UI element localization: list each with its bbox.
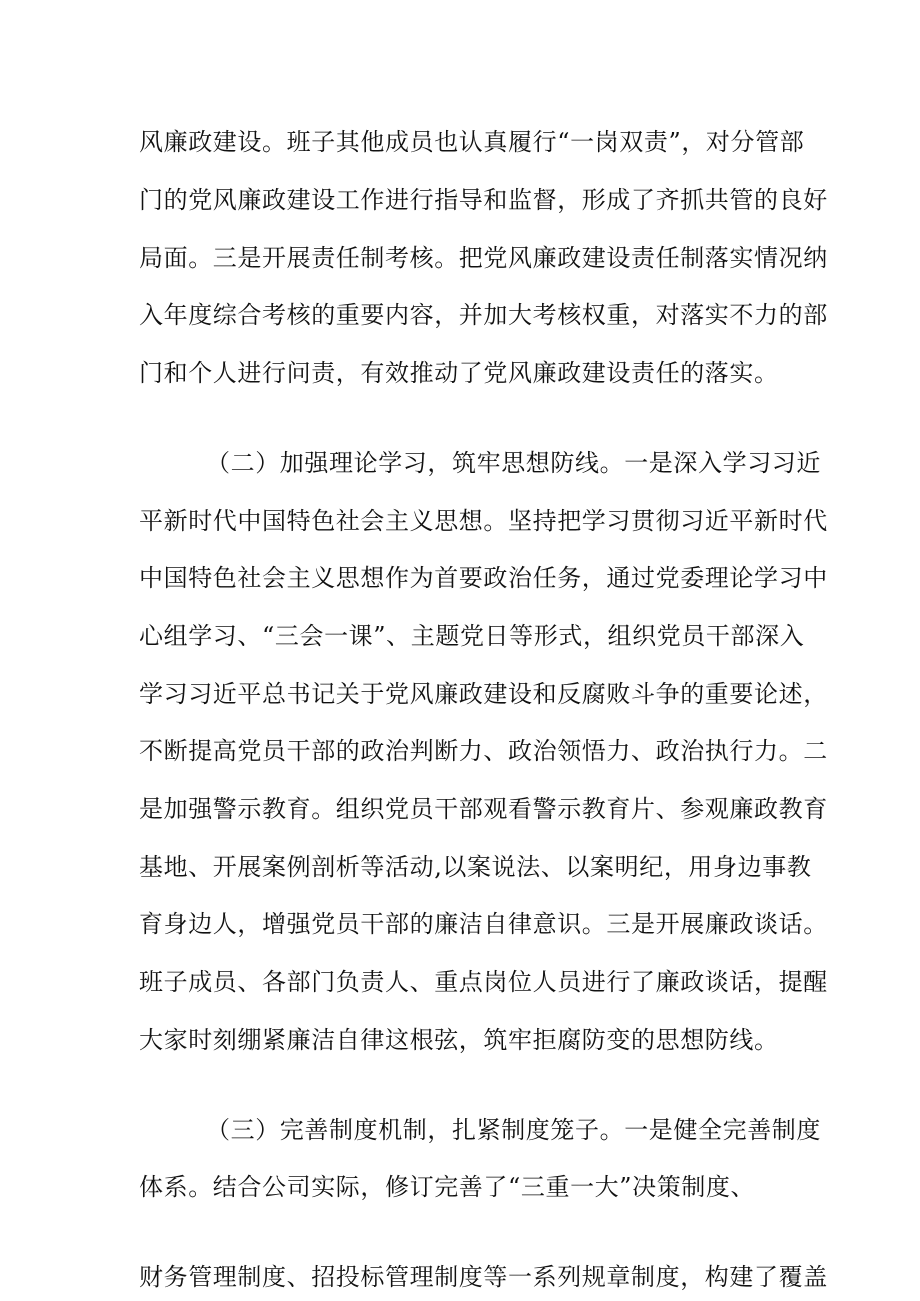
text-line: 基地、开展案例剖析等活动,以案说法、以案明纪，用身边事教 xyxy=(139,853,812,881)
text-line: 门的党风廉政建设工作进行指导和监督，形成了齐抓共管的良好 xyxy=(139,186,828,214)
text-line: 风廉政建设。班子其他成员也认真履行“一岗双责”，对分管部 xyxy=(139,128,805,156)
text-line: 体系。结合公司实际，修订完善了“三重一大”决策制度、 xyxy=(139,1173,756,1201)
text-line: 班子成员、各部门负责人、重点岗位人员进行了廉政谈话，提醒 xyxy=(139,968,828,996)
text-line: 平新时代中国特色社会主义思想。坚持把学习贯彻习近平新时代 xyxy=(139,507,828,535)
text-line: 大家时刻绷紧廉洁自律这根弦，筑牢拒腐防变的思想防线。 xyxy=(139,1026,779,1054)
paragraph-heading-line: （二）加强理论学习，筑牢思想防线。一是深入学习习近 xyxy=(206,449,821,477)
text-line: 心组学习、“三会一课”、主题党日等形式，组织党员干部深入 xyxy=(139,622,805,650)
text-line: 门和个人进行问责，有效推动了党风廉政建设责任的落实。 xyxy=(139,359,779,387)
text-line: 入年度综合考核的重要内容，并加大考核权重，对落实不力的部 xyxy=(139,301,828,329)
text-line: 学习习近平总书记关于党风廉政建设和反腐败斗争的重要论述， xyxy=(139,680,828,708)
text-line: 局面。三是开展责任制考核。把党风廉政建设责任制落实情况纳 xyxy=(139,244,828,272)
text-line: 不断提高党员干部的政治判断力、政治领悟力、政治执行力。二 xyxy=(139,737,828,765)
paragraph-heading-line: （三）完善制度机制，扎紧制度笼子。一是健全完善制度 xyxy=(206,1116,821,1144)
text-line: 中国特色社会主义思想作为首要政治任务，通过党委理论学习中 xyxy=(139,564,828,592)
text-line: 财务管理制度、招投标管理制度等一系列规章制度，构建了覆盖 xyxy=(139,1263,828,1291)
text-line: 是加强警示教育。组织党员干部观看警示教育片、参观廉政教育 xyxy=(139,795,828,823)
text-line: 育身边人，增强党员干部的廉洁自律意识。三是开展廉政谈话。 xyxy=(139,910,828,938)
